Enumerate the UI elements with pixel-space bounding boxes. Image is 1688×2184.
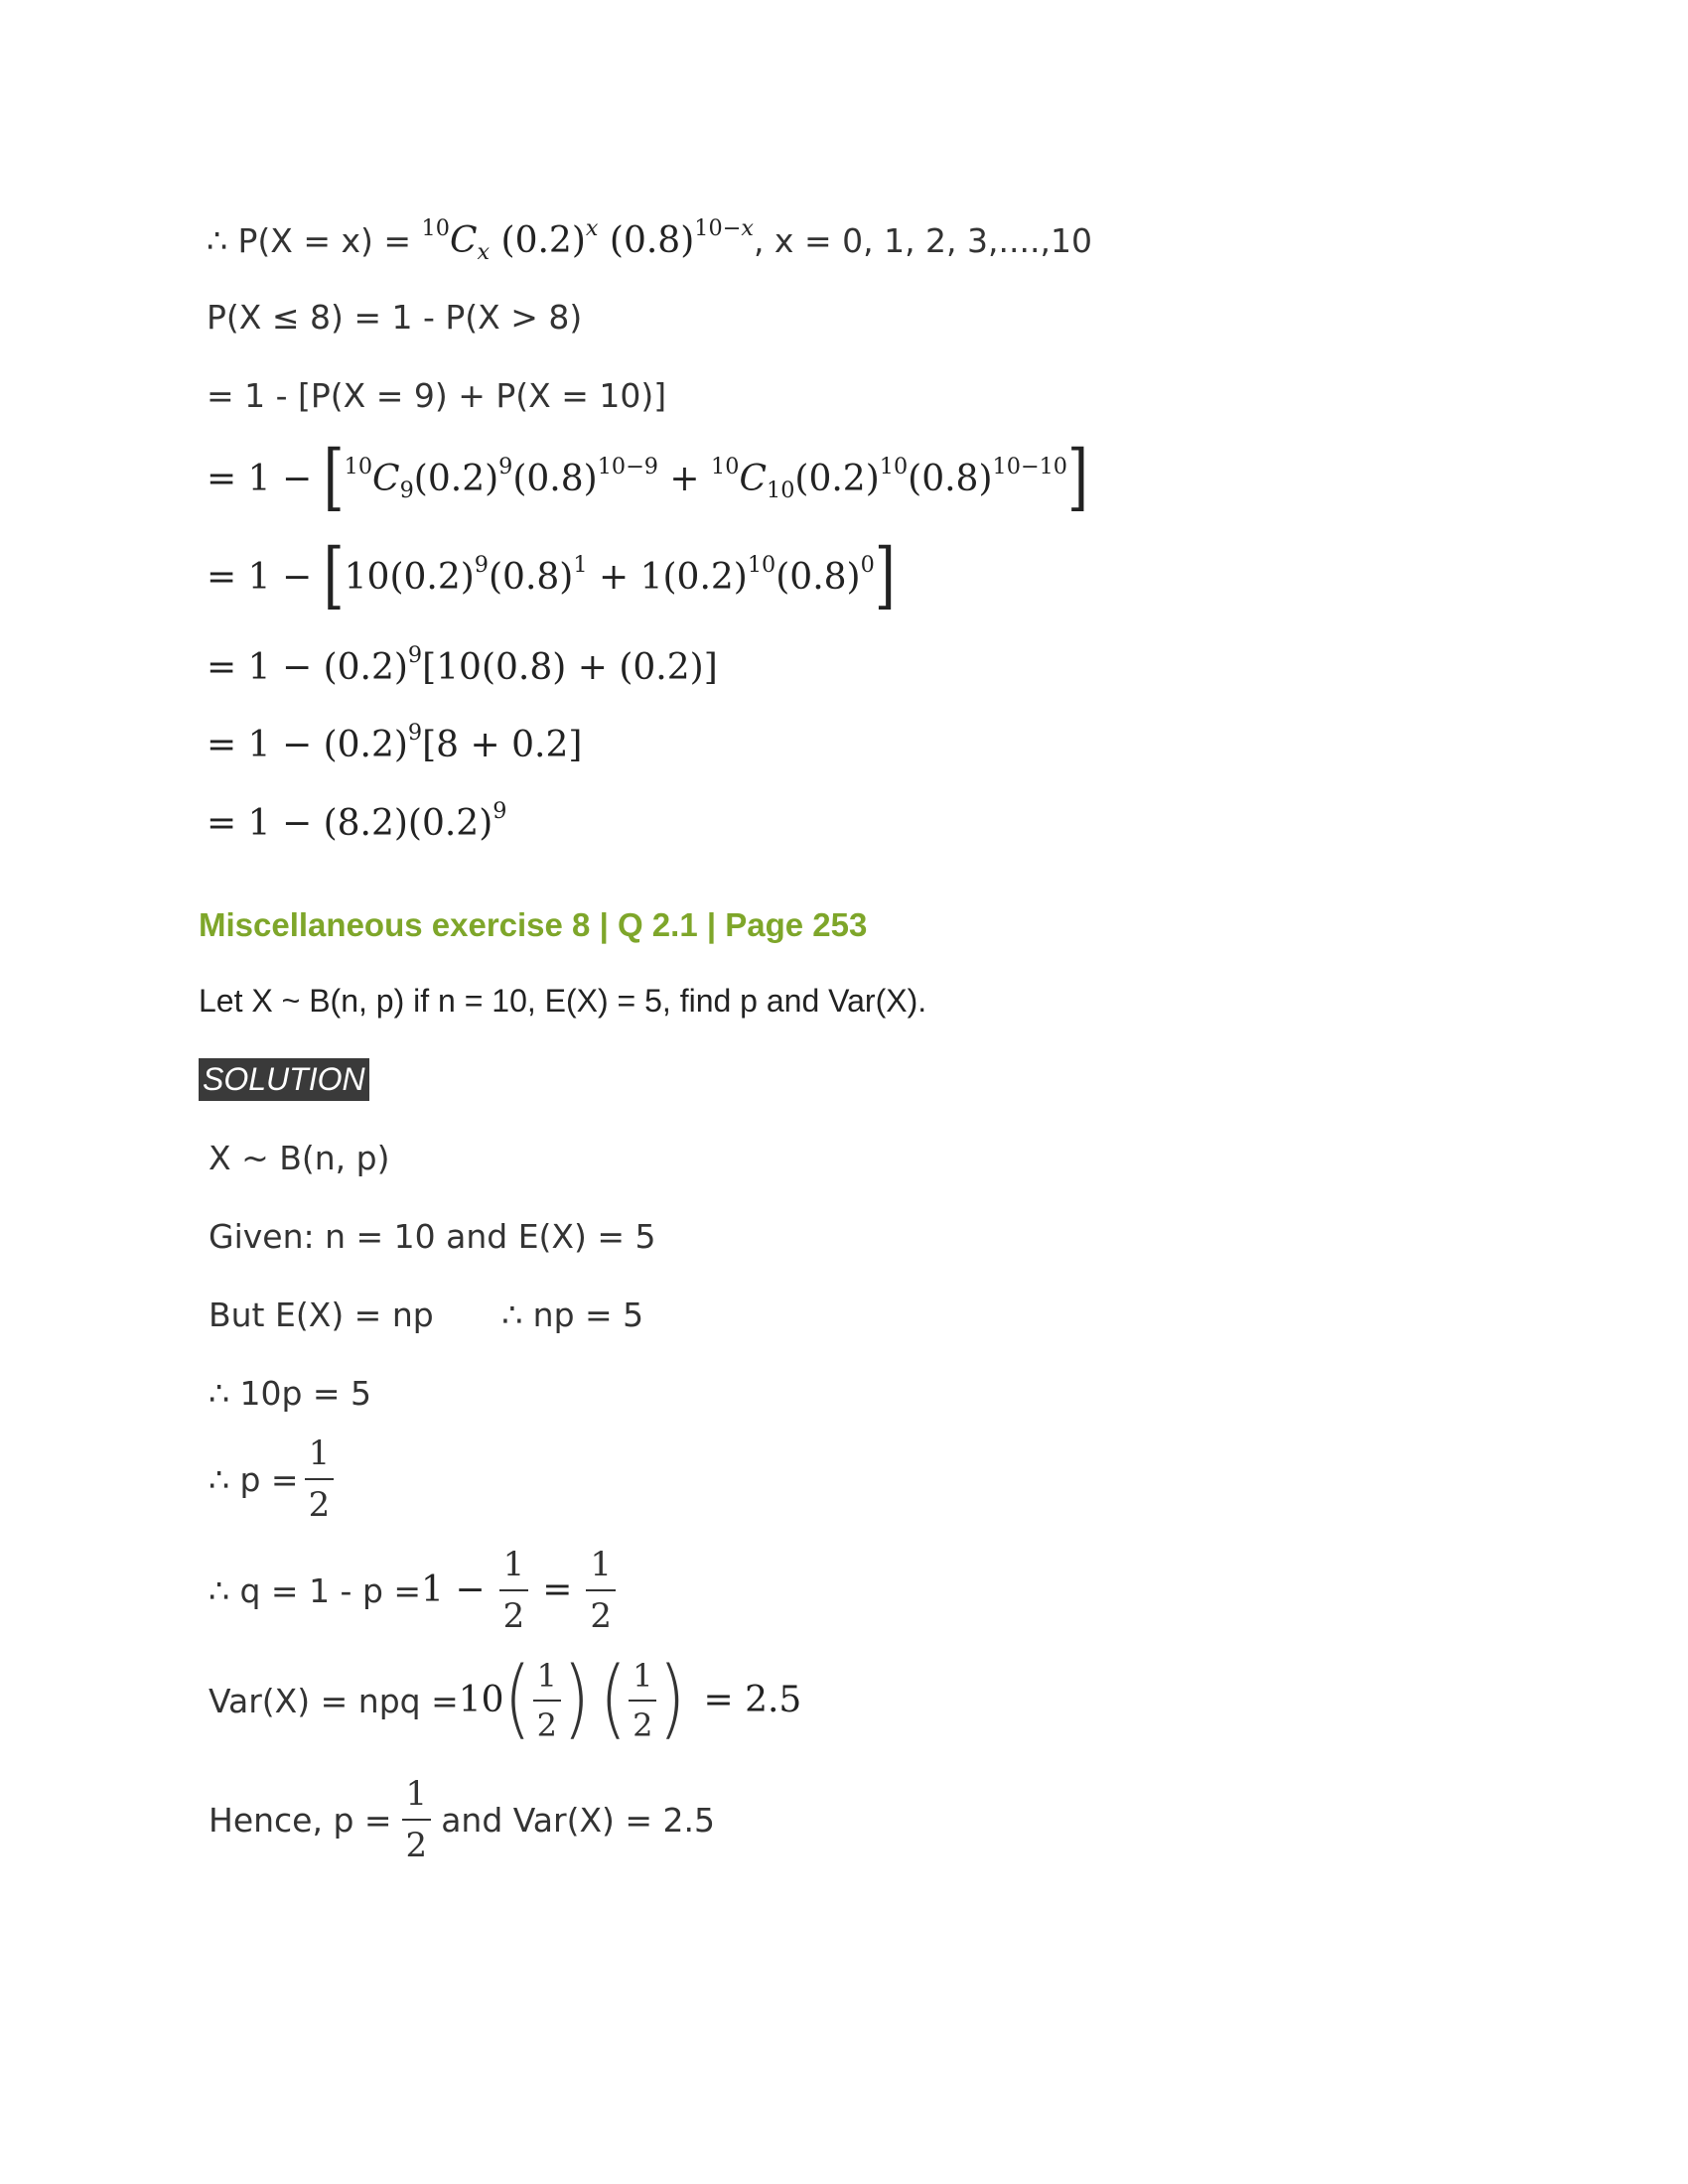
fraction-one-half: $\frac{1}{2}$ xyxy=(586,1548,616,1633)
cdf-line: P(X ≤ 8) = 1 - P(X > 8) xyxy=(207,298,583,337)
ten-p-line: ∴ 10p = 5 xyxy=(209,1374,372,1413)
solution-label: SOLUTION xyxy=(199,1058,369,1101)
pmf-line: ∴ $P(X = x) = ^{10}C_x$ $(0.2)^x$ $(0.8)^{10-x}$, x = 0, 1, 2, 3,....,10 xyxy=(207,215,1092,265)
fraction-one-half: $\frac{1}{2}$ xyxy=(499,1548,529,1633)
exercise-heading: Miscellaneous exercise 8 | Q 2.1 | Page 253 xyxy=(199,906,868,943)
fraction-one-half: $\frac{1}{2}$ xyxy=(305,1436,335,1522)
q-value-line: ∴ q = 1 - p = 1 − $\frac{1}{2}$ = $\frac{1}{2}$ xyxy=(209,1548,630,1633)
p-value-line: ∴ p = $\frac{1}{2}$ xyxy=(209,1436,340,1522)
distribution-line: X ~ B(n, p) xyxy=(209,1139,390,1177)
factored-line: = $1 - (0.2)^9[10(0.8) + (0.2)]$ xyxy=(207,642,718,688)
expectation-line: But E(X) = np ∴ np = 5 xyxy=(209,1296,644,1334)
question-text: Let X ~ B(n, p) if n = 10, E(X) = 5, find p and Var(X). xyxy=(199,983,927,1019)
conclusion-line: Hence, p = $\frac{1}{2}$ and Var(X) = 2.5 xyxy=(209,1774,716,1865)
binomial-terms-line: = $1 - [^{10}C_9(0.2)^9(0.8)^{10-9} + ^{10}C_{10}(0.2)^{10}(0.8)^{10-10}]$ xyxy=(207,434,1089,519)
complement-line: = 1 - [P(X = 9) + P(X = 10)] xyxy=(207,376,667,415)
simplified-line: = $1 - (0.2)^9[8 + 0.2]$ xyxy=(207,720,583,765)
fraction-one-half: $\frac{1}{2}$ xyxy=(533,1660,561,1741)
given-line: Given: n = 10 and E(X) = 5 xyxy=(209,1217,656,1256)
variance-line: Var(X) = npq = 10 ( $\frac{1}{2}$ ) ( $\frac{1}{2}$ ) = 2.5 xyxy=(209,1650,802,1750)
final-answer-line: = $1 - (8.2)(0.2)^9$ xyxy=(207,798,507,844)
pmf-expression: $^{10}C_x$ $(0.2)^x$ $(0.8)^{10-x}$ xyxy=(421,215,754,265)
fraction-one-half: $\frac{1}{2}$ xyxy=(402,1777,432,1862)
fraction-one-half: $\frac{1}{2}$ xyxy=(629,1660,656,1741)
evaluated-terms-line: = $1 - [10(0.2)^9(0.8)^1 + 1(0.2)^{10}(0.8)^0]$ xyxy=(207,532,896,617)
